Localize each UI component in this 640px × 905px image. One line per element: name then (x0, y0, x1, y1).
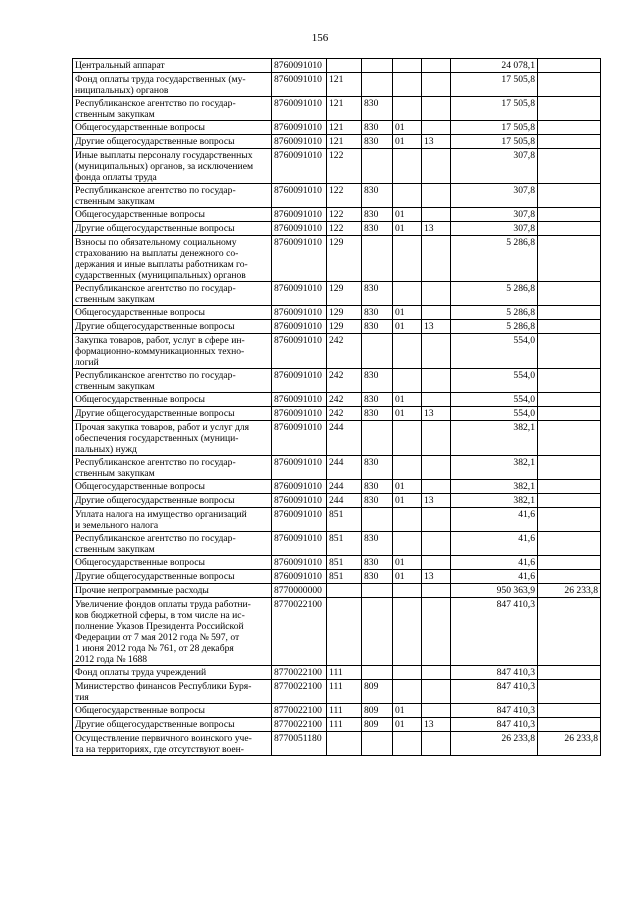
row-amount-subvention (538, 598, 601, 666)
row-name: Осуществление первичного воинского уче- та на территориях, где отсутствуют воен- (73, 732, 272, 756)
row-target-code: 8760091010 (272, 184, 327, 208)
row-subsection: 13 (422, 494, 451, 508)
row-subsection (422, 184, 451, 208)
row-section: 01 (393, 320, 422, 334)
row-section: 01 (393, 306, 422, 320)
row-expense-type: 851 (327, 570, 362, 584)
row-amount-subvention (538, 556, 601, 570)
row-amount-total: 950 363,9 (451, 584, 538, 598)
table-row (73, 59, 601, 73)
row-name: Общегосударственные вопросы (73, 393, 272, 407)
row-amount-total: 17 505,8 (451, 121, 538, 135)
row-section (393, 584, 422, 598)
row-expense-type: 851 (327, 532, 362, 556)
table-row (73, 282, 601, 306)
table-row (73, 236, 601, 282)
row-expense-type: 111 (327, 704, 362, 718)
row-section (393, 508, 422, 532)
row-name: Республиканское агентство по государ- ственным закупкам (73, 369, 272, 393)
row-expense-type: 121 (327, 121, 362, 135)
row-expense-type: 111 (327, 680, 362, 704)
row-section (393, 236, 422, 282)
row-target-code: 8760091010 (272, 456, 327, 480)
row-section: 01 (393, 222, 422, 236)
row-target-code: 8760091010 (272, 282, 327, 306)
row-name: Республиканское агентство по государ- ственным закупкам (73, 184, 272, 208)
row-amount-subvention (538, 59, 601, 73)
row-section (393, 456, 422, 480)
budget-table (72, 58, 601, 756)
row-name: Иные выплаты персоналу государственных (муниципальных) органов, за исключением фонда оплаты труда (73, 149, 272, 184)
row-section (393, 369, 422, 393)
table-row (73, 704, 601, 718)
row-amount-total: 847 410,3 (451, 680, 538, 704)
row-subsection (422, 456, 451, 480)
row-administrator-code: 830 (362, 369, 393, 393)
row-target-code: 8760091010 (272, 121, 327, 135)
row-section (393, 666, 422, 680)
row-name: Другие общегосударственные вопросы (73, 222, 272, 236)
row-subsection (422, 598, 451, 666)
row-target-code: 8770051180 (272, 732, 327, 756)
row-name: Общегосударственные вопросы (73, 480, 272, 494)
row-target-code: 8760091010 (272, 97, 327, 121)
row-section: 01 (393, 121, 422, 135)
table-row (73, 208, 601, 222)
row-section: 01 (393, 135, 422, 149)
table-row (73, 456, 601, 480)
table-row (73, 532, 601, 556)
row-name: Центральный аппарат (73, 59, 272, 73)
table-row (73, 135, 601, 149)
table-row (73, 570, 601, 584)
row-subsection (422, 704, 451, 718)
row-amount-total: 554,0 (451, 393, 538, 407)
table-row (73, 97, 601, 121)
row-administrator-code: 830 (362, 556, 393, 570)
row-expense-type: 129 (327, 236, 362, 282)
row-amount-total: 847 410,3 (451, 718, 538, 732)
budget-table-body (73, 59, 601, 756)
row-target-code: 8760091010 (272, 334, 327, 369)
row-amount-subvention (538, 222, 601, 236)
row-subsection (422, 306, 451, 320)
row-target-code: 8760091010 (272, 320, 327, 334)
row-amount-total: 17 505,8 (451, 135, 538, 149)
row-amount-total: 26 233,8 (451, 732, 538, 756)
row-target-code: 8760091010 (272, 556, 327, 570)
row-section: 01 (393, 208, 422, 222)
table-row (73, 73, 601, 97)
row-target-code: 8760091010 (272, 480, 327, 494)
row-amount-total: 847 410,3 (451, 704, 538, 718)
row-expense-type: 244 (327, 494, 362, 508)
row-amount-subvention (538, 407, 601, 421)
row-subsection (422, 421, 451, 456)
row-section: 01 (393, 570, 422, 584)
row-section (393, 334, 422, 369)
row-amount-subvention (538, 334, 601, 369)
row-expense-type: 129 (327, 320, 362, 334)
row-name: Республиканское агентство по государ- ственным закупкам (73, 456, 272, 480)
row-expense-type: 242 (327, 334, 362, 369)
table-row (73, 149, 601, 184)
table-row (73, 222, 601, 236)
row-expense-type: 122 (327, 184, 362, 208)
row-section (393, 59, 422, 73)
row-name: Другие общегосударственные вопросы (73, 407, 272, 421)
row-section (393, 73, 422, 97)
row-name: Республиканское агентство по государ- ственным закупкам (73, 532, 272, 556)
table-row (73, 508, 601, 532)
row-administrator-code: 830 (362, 393, 393, 407)
row-subsection (422, 282, 451, 306)
table-row (73, 556, 601, 570)
row-administrator-code: 830 (362, 570, 393, 584)
row-expense-type: 242 (327, 407, 362, 421)
row-target-code: 8760091010 (272, 135, 327, 149)
row-amount-total: 554,0 (451, 407, 538, 421)
row-section (393, 97, 422, 121)
table-row (73, 121, 601, 135)
row-administrator-code (362, 598, 393, 666)
row-amount-subvention (538, 421, 601, 456)
row-section: 01 (393, 704, 422, 718)
row-expense-type: 121 (327, 73, 362, 97)
row-target-code: 8760091010 (272, 570, 327, 584)
row-amount-subvention (538, 282, 601, 306)
row-expense-type: 111 (327, 718, 362, 732)
row-section: 01 (393, 393, 422, 407)
row-administrator-code (362, 149, 393, 184)
row-name: Министерство финансов Республики Буря- тия (73, 680, 272, 704)
row-amount-total: 17 505,8 (451, 73, 538, 97)
row-amount-subvention (538, 149, 601, 184)
row-administrator-code: 830 (362, 407, 393, 421)
row-target-code: 8760091010 (272, 306, 327, 320)
row-expense-type: 244 (327, 421, 362, 456)
row-amount-subvention (538, 508, 601, 532)
row-amount-subvention: 26 233,8 (538, 732, 601, 756)
row-section: 01 (393, 480, 422, 494)
row-target-code: 8760091010 (272, 369, 327, 393)
table-row (73, 680, 601, 704)
row-subsection (422, 508, 451, 532)
row-target-code: 8760091010 (272, 421, 327, 456)
row-subsection (422, 59, 451, 73)
row-subsection (422, 732, 451, 756)
row-expense-type: 244 (327, 480, 362, 494)
row-amount-total: 382,1 (451, 480, 538, 494)
row-subsection: 13 (422, 320, 451, 334)
row-subsection: 13 (422, 135, 451, 149)
row-expense-type: 851 (327, 556, 362, 570)
row-expense-type (327, 598, 362, 666)
row-expense-type: 122 (327, 222, 362, 236)
row-subsection (422, 208, 451, 222)
row-amount-subvention (538, 718, 601, 732)
row-administrator-code: 809 (362, 718, 393, 732)
row-amount-total: 847 410,3 (451, 598, 538, 666)
row-expense-type (327, 732, 362, 756)
table-row (73, 732, 601, 756)
row-amount-total: 5 286,8 (451, 236, 538, 282)
row-amount-subvention (538, 494, 601, 508)
table-row (73, 666, 601, 680)
row-administrator-code: 830 (362, 532, 393, 556)
row-expense-type: 129 (327, 306, 362, 320)
row-target-code: 8770000000 (272, 584, 327, 598)
table-row (73, 421, 601, 456)
row-name: Общегосударственные вопросы (73, 121, 272, 135)
row-administrator-code (362, 421, 393, 456)
row-amount-subvention (538, 369, 601, 393)
row-name: Другие общегосударственные вопросы (73, 570, 272, 584)
row-target-code: 8770022100 (272, 598, 327, 666)
row-administrator-code (362, 732, 393, 756)
row-expense-type: 122 (327, 208, 362, 222)
row-amount-subvention (538, 570, 601, 584)
row-amount-subvention (538, 320, 601, 334)
row-target-code: 8770022100 (272, 704, 327, 718)
row-amount-total: 554,0 (451, 334, 538, 369)
row-amount-subvention (538, 532, 601, 556)
row-name: Прочая закупка товаров, работ и услуг для обеспечения государственных (муници- пальных) нужд (73, 421, 272, 456)
row-target-code: 8770022100 (272, 718, 327, 732)
row-amount-total: 307,8 (451, 208, 538, 222)
row-expense-type: 111 (327, 666, 362, 680)
row-name: Другие общегосударственные вопросы (73, 494, 272, 508)
row-name: Увеличение фондов оплаты труда работни- ков бюджетной сферы, в том числе на ис- полнение Указов Президента Российской Федерации от 7 мая 2012 года № 597, от 1 июня 2012 года № 761, от 28 декабря 2012 года № 1688 (73, 598, 272, 666)
row-administrator-code: 830 (362, 282, 393, 306)
row-administrator-code (362, 59, 393, 73)
row-administrator-code: 830 (362, 97, 393, 121)
row-administrator-code (362, 508, 393, 532)
row-name: Общегосударственные вопросы (73, 704, 272, 718)
row-subsection (422, 532, 451, 556)
row-name: Фонд оплаты труда государственных (му- ниципальных) органов (73, 73, 272, 97)
row-subsection (422, 393, 451, 407)
table-row (73, 584, 601, 598)
row-amount-total: 41,6 (451, 508, 538, 532)
row-target-code: 8760091010 (272, 393, 327, 407)
row-name: Общегосударственные вопросы (73, 208, 272, 222)
row-target-code: 8760091010 (272, 222, 327, 236)
row-expense-type: 121 (327, 97, 362, 121)
row-expense-type: 851 (327, 508, 362, 532)
row-name: Общегосударственные вопросы (73, 556, 272, 570)
row-subsection (422, 584, 451, 598)
row-administrator-code: 809 (362, 680, 393, 704)
table-row (73, 407, 601, 421)
row-amount-subvention (538, 135, 601, 149)
row-administrator-code: 830 (362, 208, 393, 222)
row-amount-subvention: 26 233,8 (538, 584, 601, 598)
row-amount-total: 307,8 (451, 184, 538, 208)
row-amount-total: 41,6 (451, 556, 538, 570)
table-row (73, 320, 601, 334)
row-subsection (422, 236, 451, 282)
row-amount-subvention (538, 236, 601, 282)
table-row (73, 598, 601, 666)
row-administrator-code (362, 666, 393, 680)
row-subsection (422, 97, 451, 121)
row-target-code: 8760091010 (272, 494, 327, 508)
row-administrator-code (362, 73, 393, 97)
row-target-code: 8760091010 (272, 59, 327, 73)
row-expense-type (327, 59, 362, 73)
row-name: Уплата налога на имущество организаций и земельного налога (73, 508, 272, 532)
row-amount-total: 5 286,8 (451, 306, 538, 320)
row-amount-total: 41,6 (451, 532, 538, 556)
row-subsection: 13 (422, 407, 451, 421)
row-administrator-code: 830 (362, 456, 393, 480)
row-amount-total: 307,8 (451, 222, 538, 236)
row-name: Республиканское агентство по государ- ственным закупкам (73, 282, 272, 306)
row-name: Взносы по обязательному социальному страхованию на выплаты денежного со- держания и иные выплаты работникам го- сударственных (муниципальных) органов (73, 236, 272, 282)
row-subsection (422, 556, 451, 570)
table-row (73, 494, 601, 508)
row-amount-subvention (538, 480, 601, 494)
row-subsection: 13 (422, 570, 451, 584)
row-expense-type: 242 (327, 393, 362, 407)
row-administrator-code (362, 236, 393, 282)
table-row (73, 480, 601, 494)
table-row (73, 718, 601, 732)
row-administrator-code: 830 (362, 121, 393, 135)
row-section: 01 (393, 407, 422, 421)
row-administrator-code: 830 (362, 480, 393, 494)
row-subsection: 13 (422, 718, 451, 732)
row-name: Другие общегосударственные вопросы (73, 320, 272, 334)
row-amount-subvention (538, 680, 601, 704)
row-subsection (422, 680, 451, 704)
row-amount-total: 554,0 (451, 369, 538, 393)
row-name: Другие общегосударственные вопросы (73, 135, 272, 149)
row-subsection: 13 (422, 222, 451, 236)
row-amount-subvention (538, 184, 601, 208)
row-section (393, 732, 422, 756)
row-section: 01 (393, 718, 422, 732)
row-name: Общегосударственные вопросы (73, 306, 272, 320)
row-expense-type (327, 584, 362, 598)
row-administrator-code: 830 (362, 222, 393, 236)
row-section: 01 (393, 556, 422, 570)
row-amount-subvention (538, 666, 601, 680)
row-subsection (422, 666, 451, 680)
row-section (393, 184, 422, 208)
row-section: 01 (393, 494, 422, 508)
row-target-code: 8760091010 (272, 236, 327, 282)
row-expense-type: 122 (327, 149, 362, 184)
row-target-code: 8770022100 (272, 666, 327, 680)
row-administrator-code: 830 (362, 306, 393, 320)
row-amount-subvention (538, 97, 601, 121)
row-amount-subvention (538, 393, 601, 407)
row-target-code: 8760091010 (272, 532, 327, 556)
row-administrator-code: 809 (362, 704, 393, 718)
row-name: Республиканское агентство по государ- ственным закупкам (73, 97, 272, 121)
row-amount-total: 24 078,1 (451, 59, 538, 73)
table-row (73, 306, 601, 320)
row-amount-subvention (538, 73, 601, 97)
row-amount-total: 41,6 (451, 570, 538, 584)
row-expense-type: 242 (327, 369, 362, 393)
row-name: Фонд оплаты труда учреждений (73, 666, 272, 680)
row-administrator-code (362, 334, 393, 369)
row-amount-total: 17 505,8 (451, 97, 538, 121)
row-section (393, 149, 422, 184)
row-subsection (422, 334, 451, 369)
row-subsection (422, 149, 451, 184)
row-target-code: 8760091010 (272, 407, 327, 421)
row-amount-total: 382,1 (451, 421, 538, 456)
row-section (393, 598, 422, 666)
row-amount-subvention (538, 456, 601, 480)
row-administrator-code: 830 (362, 135, 393, 149)
row-amount-subvention (538, 121, 601, 135)
table-row (73, 369, 601, 393)
row-section (393, 421, 422, 456)
row-subsection (422, 369, 451, 393)
row-amount-total: 382,1 (451, 494, 538, 508)
row-expense-type: 121 (327, 135, 362, 149)
row-subsection (422, 480, 451, 494)
row-administrator-code: 830 (362, 184, 393, 208)
row-administrator-code: 830 (362, 320, 393, 334)
row-name: Закупка товаров, работ, услуг в сфере ин- формационно-коммуникационных техно- логий (73, 334, 272, 369)
row-target-code: 8760091010 (272, 149, 327, 184)
row-section (393, 680, 422, 704)
row-section (393, 282, 422, 306)
table-row (73, 334, 601, 369)
row-subsection (422, 73, 451, 97)
row-administrator-code (362, 584, 393, 598)
row-target-code: 8760091010 (272, 73, 327, 97)
row-target-code: 8760091010 (272, 208, 327, 222)
row-amount-subvention (538, 208, 601, 222)
row-target-code: 8770022100 (272, 680, 327, 704)
row-name: Прочие непрограммные расходы (73, 584, 272, 598)
row-section (393, 532, 422, 556)
table-row (73, 184, 601, 208)
row-amount-total: 5 286,8 (451, 320, 538, 334)
row-expense-type: 129 (327, 282, 362, 306)
row-expense-type: 244 (327, 456, 362, 480)
page-number: 156 (311, 32, 329, 44)
row-administrator-code: 830 (362, 494, 393, 508)
row-amount-total: 5 286,8 (451, 282, 538, 306)
row-amount-subvention (538, 704, 601, 718)
table-row (73, 393, 601, 407)
row-amount-total: 847 410,3 (451, 666, 538, 680)
row-amount-total: 382,1 (451, 456, 538, 480)
row-amount-total: 307,8 (451, 149, 538, 184)
row-amount-subvention (538, 306, 601, 320)
row-target-code: 8760091010 (272, 508, 327, 532)
row-name: Другие общегосударственные вопросы (73, 718, 272, 732)
row-subsection (422, 121, 451, 135)
